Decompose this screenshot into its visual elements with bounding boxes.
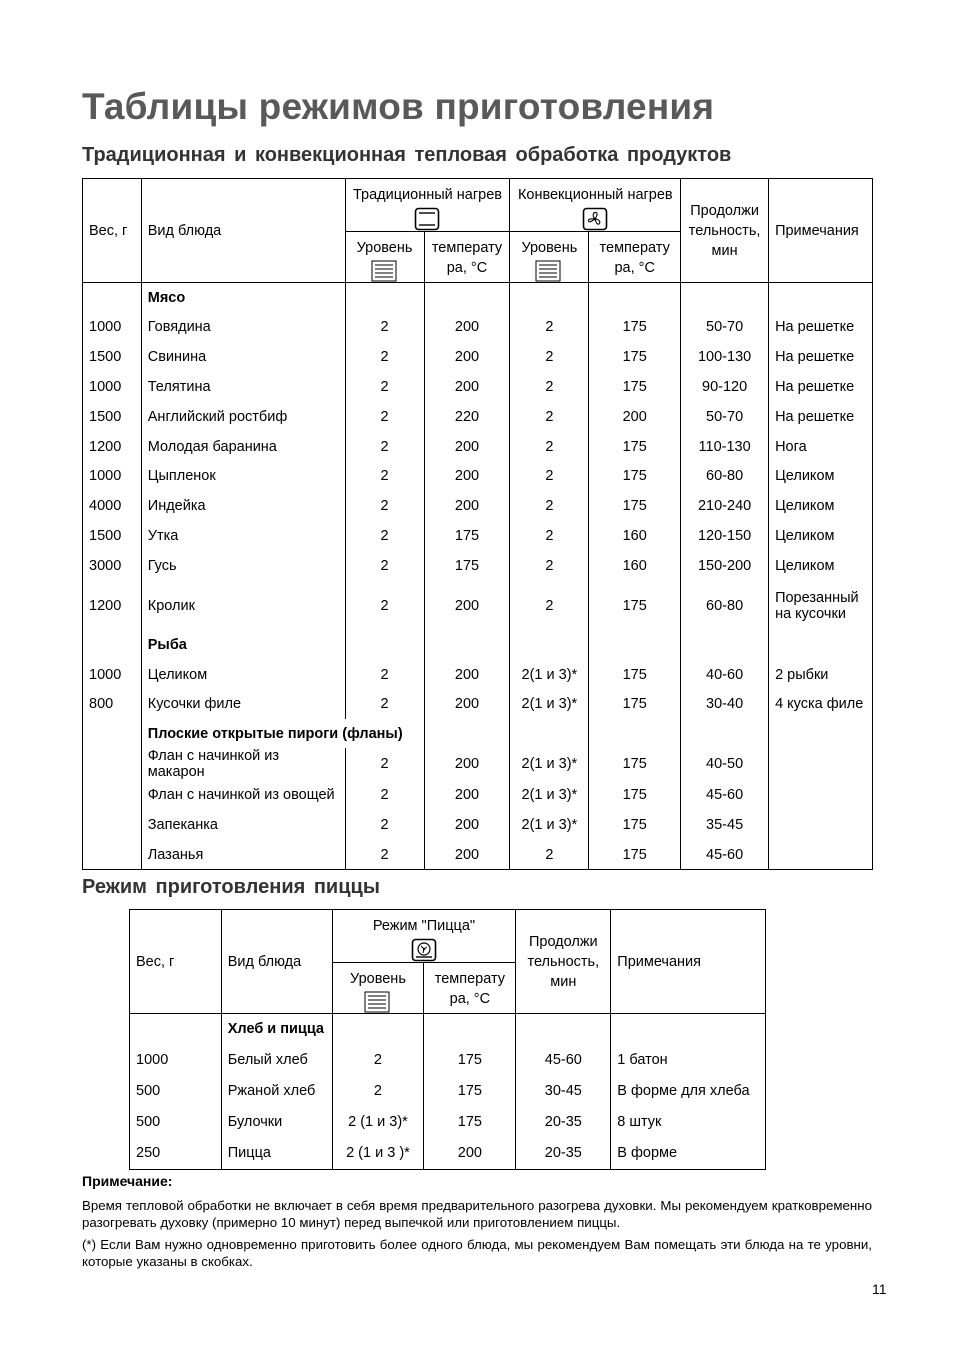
table-row [130,1045,766,1076]
header-notes: Примечания [769,179,873,283]
conv-temp-cell: 175 [589,780,681,810]
section-row [83,719,873,748]
duration-cell [681,283,769,313]
note-heading: Примечание: [82,1173,173,1189]
pizza-header-temp-line2: ра, °C [449,991,491,1007]
pizza-header-temp [424,963,516,1014]
duration-cell: 35-45 [681,810,769,840]
header-weight: Вес, г [89,222,128,239]
note-paragraph-1: Время тепловой обработки не включает в себя время предварительного разогрева духовки. Мы рекомендуем кратковременно разогревать духовку (примерно 10 минут) перед выпечкой или приготовлением пиццы. [82,1198,872,1230]
pizza-header-notes: Примечания [611,910,766,1014]
pizza-header-mode [332,910,516,963]
pizza-header-level-label: Уровень [350,971,406,987]
note-cell [769,521,873,551]
note-cell [769,581,873,631]
pizza-header-level [332,963,424,1014]
table-row [83,551,873,581]
section-row [130,1014,766,1045]
page-number: 11 [872,1281,887,1297]
conv-level-cell: 2 [510,402,589,432]
duration-cell: 100-130 [681,342,769,372]
conv-level-cell: 2(1 и 3)* [510,748,589,780]
trad-temp-cell: 200 [424,660,510,690]
level-cell: 2 (1 и 3 )* [332,1138,424,1169]
conv-temp-cell: 200 [589,402,681,432]
conv-temp-cell: 175 [589,581,681,631]
note-cell [769,660,873,690]
dish-cell: Ржаной хлеб [221,1076,332,1107]
conv-temp-cell: 175 [589,689,681,719]
header-conv-temp-line2: ра, °C [614,260,655,276]
conv-temp-cell: 175 [589,660,681,690]
dish-cell: Индейка [141,491,345,521]
note-cell [769,551,873,581]
trad-temp-cell: 200 [424,780,510,810]
trad-level-cell: 2 [345,521,424,551]
note-text: Порезанный [775,589,859,606]
weight-cell: 500 [136,1114,161,1131]
conv-temp-cell: 175 [589,491,681,521]
trad-temp-cell: 175 [424,551,510,581]
shelf-levels-icon [371,260,399,282]
weight-cell [130,1014,222,1045]
duration-cell: 50-70 [681,402,769,432]
note-paragraph-2: (*) Если Вам нужно одновременно приготовить более одного блюда, мы рекомендуем Вам помещать эти блюда на те уровни, которые указаны в скобках. [82,1237,872,1269]
conv-level-cell: 2 [510,521,589,551]
weight-cell: 500 [136,1083,161,1100]
duration-cell: 60-80 [681,581,769,631]
conv-level-cell: 2 [510,342,589,372]
header-duration [681,179,769,283]
weight-cell: 1000 [89,319,122,336]
trad-temp-cell: 200 [424,313,510,343]
trad-temp-cell: 200 [424,581,510,631]
table-row [83,810,873,840]
table-row [83,581,873,631]
pizza-header-duration [516,910,611,1014]
weight-cell: 3000 [89,557,122,574]
dish-cell: Пицца [221,1138,332,1169]
conv-temp-cell: 175 [589,748,681,780]
weight-cell [83,780,142,810]
temp-cell: 175 [424,1076,516,1107]
duration-cell: 90-120 [681,372,769,402]
duration-cell: 30-40 [681,689,769,719]
dish-cell: Лазанья [141,840,345,870]
note-cell [769,840,873,870]
note-text: На решетке [775,319,855,336]
table-row [130,1107,766,1138]
pizza-header-duration-line3: мин [550,973,577,990]
note-cell [769,402,873,432]
duration-cell: 210-240 [681,491,769,521]
note-text: на кусочки [775,605,846,622]
conv-temp-cell [589,631,681,660]
header-duration-line3: мин [711,242,738,259]
table-row [83,313,873,343]
duration-cell: 150-200 [681,551,769,581]
weight-cell: 1200 [89,597,122,614]
note-text: Целиком [775,527,835,544]
trad-level-cell: 2 [345,748,424,780]
note-text: 2 рыбки [775,666,829,683]
conv-temp-cell: 175 [589,432,681,462]
trad-level-cell: 2 [345,313,424,343]
table-row [83,342,873,372]
weight-cell: 800 [89,696,114,713]
duration-cell: 40-60 [681,660,769,690]
conv-level-cell: 2 [510,313,589,343]
oven-traditional-icon [414,207,440,231]
pizza-header-dish: Вид блюда [221,910,332,1014]
conv-level-cell [510,283,589,313]
trad-level-cell [345,283,424,313]
duration-cell: 20-35 [516,1107,611,1138]
section-name: Плоские открытые пироги (фланы) [141,719,424,748]
trad-level-cell: 2 [345,402,424,432]
table-row [83,689,873,719]
trad-level-cell: 2 [345,840,424,870]
dish-cell: Гусь [141,551,345,581]
trad-temp-cell: 200 [424,810,510,840]
dish-cell: Флан с начинкой из овощей [141,780,345,810]
conv-level-cell: 2 [510,461,589,491]
conv-temp-cell [589,719,681,748]
note-cell [769,810,873,840]
page-title: Таблицы режимов приготовления [82,86,715,127]
note-text: Нога [775,438,807,455]
section-title-pizza: Режим приготовления пиццы [82,876,380,898]
note-text: Целиком [775,468,835,485]
conv-level-cell [510,719,589,748]
table-row [130,1076,766,1107]
conv-temp-cell: 175 [589,840,681,870]
weight-cell [83,719,142,748]
dish-cell: Флан с начинкой из макарон [141,748,345,780]
note-cell [769,780,873,810]
conv-temp-cell: 175 [589,313,681,343]
table-row [83,491,873,521]
dish-cell: Булочки [221,1107,332,1138]
header-convection [510,179,681,232]
conv-level-cell: 2(1 и 3)* [510,660,589,690]
trad-temp-cell: 200 [424,689,510,719]
header-trad-level-label: Уровень [356,240,413,256]
level-cell: 2 [332,1076,424,1107]
trad-temp-cell: 200 [424,432,510,462]
duration-cell: 45-60 [681,840,769,870]
duration-cell: 30-45 [516,1076,611,1107]
trad-temp-cell: 200 [424,748,510,780]
trad-level-cell: 2 [345,581,424,631]
conv-temp-cell: 160 [589,551,681,581]
conv-temp-cell: 175 [589,810,681,840]
note-cell [769,719,873,748]
trad-temp-cell [424,283,510,313]
pizza-header-duration-line2: тельность, [527,953,600,970]
weight-cell [83,631,142,660]
conv-level-cell: 2(1 и 3)* [510,689,589,719]
dish-cell: Кролик [141,581,345,631]
duration-cell [681,631,769,660]
conv-temp-cell [589,283,681,313]
conv-level-cell: 2 [510,432,589,462]
shelf-levels-icon [364,991,392,1013]
trad-level-cell [345,631,424,660]
header-traditional-label: Традиционный нагрев [353,187,502,203]
duration-cell: 45-60 [681,780,769,810]
dish-cell: Утка [141,521,345,551]
conv-level-cell: 2 [510,491,589,521]
note-cell [769,342,873,372]
trad-temp-cell [424,631,510,660]
duration-cell: 20-35 [516,1138,611,1169]
note-cell [611,1014,766,1045]
section-name: Хлеб и пицца [221,1014,332,1045]
level-cell: 2 [332,1045,424,1076]
duration-cell: 50-70 [681,313,769,343]
note-text: На решетке [775,408,855,425]
trad-temp-cell: 200 [424,840,510,870]
weight-cell: 1000 [89,666,122,683]
section-row [83,283,873,313]
note-cell [769,689,873,719]
header-conv-level-label: Уровень [521,240,578,256]
conv-temp-cell: 175 [589,372,681,402]
table-row [83,372,873,402]
header-trad-temp [424,232,510,283]
conv-level-cell: 2(1 и 3)* [510,810,589,840]
conv-temp-cell: 160 [589,521,681,551]
convection-fan-icon [582,207,608,231]
note-cell [769,372,873,402]
note-text: 4 куска филе [775,696,864,713]
pizza-header-duration-line1: Продолжи [528,933,598,950]
trad-temp-cell: 200 [424,342,510,372]
note-cell: В форме [611,1138,766,1169]
header-duration-line2: тельность, [688,222,761,239]
table-row [83,748,873,780]
table-row [83,402,873,432]
weight-cell [83,283,142,313]
dish-cell: Кусочки филе [141,689,345,719]
weight-cell [83,810,142,840]
header-trad-temp-line1: температу [431,240,503,256]
table-row [83,660,873,690]
level-cell [332,1014,424,1045]
note-cell [769,748,873,780]
note-cell: 8 штук [611,1107,766,1138]
conv-temp-cell: 175 [589,342,681,372]
duration-cell: 40-50 [681,748,769,780]
header-conv-level [510,232,589,283]
trad-level-cell: 2 [345,551,424,581]
dish-cell: Целиком [141,660,345,690]
table-row [130,1138,766,1169]
note-cell: 1 батон [611,1045,766,1076]
trad-temp-cell: 200 [424,372,510,402]
section-row [83,631,873,660]
trad-level-cell: 2 [345,689,424,719]
dish-cell: Запеканка [141,810,345,840]
dish-cell: Телятина [141,372,345,402]
temp-cell: 175 [424,1107,516,1138]
weight-cell: 250 [136,1145,161,1162]
header-dish: Вид блюда [141,179,345,283]
table-row [83,521,873,551]
trad-level-cell: 2 [345,491,424,521]
dish-cell: Белый хлеб [221,1045,332,1076]
temp-cell: 200 [424,1138,516,1169]
weight-cell: 1500 [89,408,122,425]
trad-temp-cell: 220 [424,402,510,432]
dish-cell: Говядина [141,313,345,343]
conv-level-cell: 2 [510,551,589,581]
trad-level-cell: 2 [345,432,424,462]
temp-cell: 175 [424,1045,516,1076]
trad-level-cell: 2 [345,372,424,402]
duration-cell [516,1014,611,1045]
section-title-traditional-convection: Традиционная и конвекционная тепловая обработка продуктов [82,144,732,166]
note-cell [769,432,873,462]
note-cell [769,491,873,521]
table-row [83,461,873,491]
pizza-header-temp-line1: температу [434,971,506,987]
header-trad-temp-line2: ра, °C [446,260,488,276]
table-row [83,840,873,870]
conv-level-cell: 2 [510,372,589,402]
header-traditional [345,179,510,232]
note-text: На решетке [775,378,855,395]
weight-cell [83,840,142,870]
table-row [83,432,873,462]
note-cell [769,631,873,660]
weight-cell: 1500 [89,527,122,544]
duration-cell [681,719,769,748]
conv-level-cell [510,631,589,660]
note-cell [769,461,873,491]
header-trad-level [345,232,424,283]
section-name: Рыба [141,631,345,660]
note-cell [769,313,873,343]
note-text: Целиком [775,557,835,574]
header-convection-label: Конвекционный нагрев [517,187,673,203]
weight-cell: 4000 [89,498,122,515]
duration-cell: 110-130 [681,432,769,462]
trad-level-cell: 2 [345,660,424,690]
header-conv-temp-line1: температу [599,240,670,256]
note-text: На решетке [775,349,855,366]
weight-cell: 1000 [89,468,122,485]
section-name: Мясо [141,283,345,313]
pizza-table [129,909,766,1170]
conv-level-cell: 2 [510,581,589,631]
trad-level-cell: 2 [345,461,424,491]
weight-cell: 1200 [89,438,122,455]
note-text: Целиком [775,498,835,515]
table-row [83,780,873,810]
dish-cell: Молодая баранина [141,432,345,462]
weight-cell: 1500 [89,349,122,366]
trad-temp-cell: 200 [424,461,510,491]
pizza-mode-icon [411,938,437,962]
dish-cell: Английский ростбиф [141,402,345,432]
trad-temp-cell: 175 [424,521,510,551]
header-conv-temp [589,232,681,283]
pizza-header-mode-label: Режим "Пицца" [372,918,476,934]
header-duration-line1: Продолжи [690,202,759,219]
weight-cell: 1000 [136,1052,169,1069]
trad-level-cell: 2 [345,342,424,372]
dish-cell: Свинина [141,342,345,372]
note-cell: В форме для хлеба [611,1076,766,1107]
weight-cell: 1000 [89,378,122,395]
trad-level-cell: 2 [345,810,424,840]
level-cell: 2 (1 и 3)* [332,1107,424,1138]
conv-temp-cell: 175 [589,461,681,491]
note-cell [769,283,873,313]
conv-level-cell: 2(1 и 3)* [510,780,589,810]
weight-cell [83,748,142,780]
pizza-header-weight: Вес, г [136,953,175,970]
trad-level-cell: 2 [345,780,424,810]
duration-cell: 45-60 [516,1045,611,1076]
duration-cell: 60-80 [681,461,769,491]
dish-cell: Цыпленок [141,461,345,491]
conv-level-cell: 2 [510,840,589,870]
shelf-levels-icon [535,260,563,282]
temp-cell [424,1014,516,1045]
duration-cell: 120-150 [681,521,769,551]
trad-temp-cell [424,719,510,748]
trad-temp-cell: 200 [424,491,510,521]
cooking-table [82,178,873,870]
